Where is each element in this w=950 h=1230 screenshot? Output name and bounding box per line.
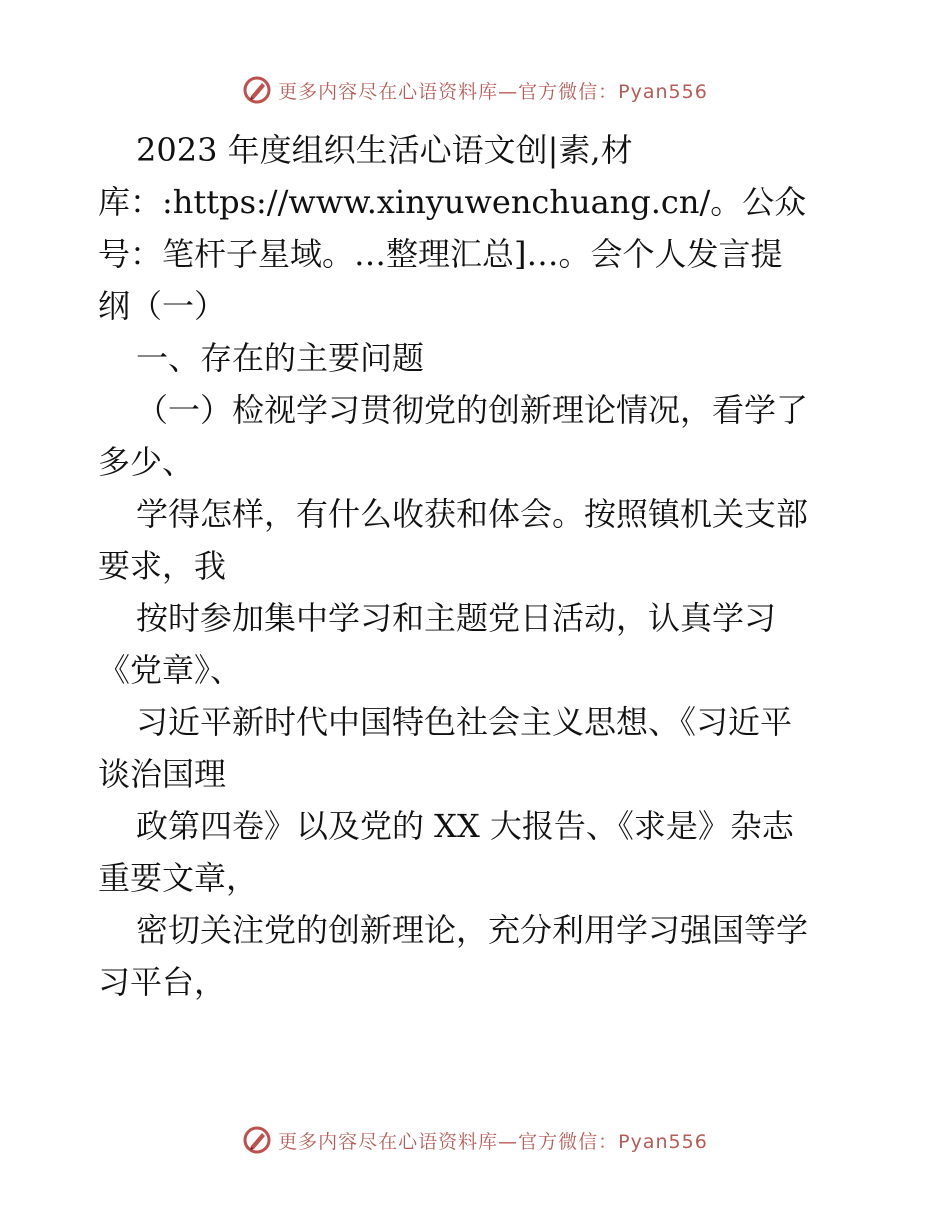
text-line: 要求，我 bbox=[98, 547, 227, 585]
pen-logo-icon bbox=[242, 75, 272, 105]
text-line: 多少、 bbox=[98, 443, 195, 481]
footer-watermark-banner bbox=[0, 1120, 950, 1160]
text-line: 重要文章， bbox=[98, 859, 259, 897]
banner-text: 更多内容尽在心语资料库—官方微信：Pyan556 bbox=[278, 80, 708, 103]
text-line: 按时参加集中学习和主题党日活动，认真学习 bbox=[136, 599, 777, 637]
text-line: 库：:https://www.xinyuwenchuang.cn/。公众 bbox=[98, 183, 807, 221]
header-watermark-banner bbox=[0, 70, 950, 110]
text-line: 习平台， bbox=[98, 963, 227, 1001]
text-line: 纲（一） bbox=[98, 287, 227, 325]
text-line: 密切关注党的创新理论，充分利用学习强国等学 bbox=[136, 911, 809, 949]
document-body bbox=[98, 124, 858, 1008]
text-line: 2023 年度组织生活心语文创|素,材 bbox=[136, 131, 633, 169]
pen-logo-icon bbox=[242, 1125, 272, 1155]
text-line: 谈治国理 bbox=[98, 755, 227, 793]
section-heading: 一、存在的主要问题 bbox=[136, 339, 425, 377]
text-line: 学得怎样，有什么收获和体会。按照镇机关支部 bbox=[136, 495, 809, 533]
text-line: 《党章》、 bbox=[98, 651, 243, 689]
banner-text: 更多内容尽在心语资料库—官方微信：Pyan556 bbox=[278, 1130, 708, 1153]
subsection-heading: （一）检视学习贯彻党的创新理论情况，看学了 bbox=[136, 391, 809, 429]
text-line: 号：笔杆子星域。…整理汇总]…。会个人发言提 bbox=[98, 235, 783, 273]
text-line: 习近平新时代中国特色社会主义思想、《习近平 bbox=[136, 703, 793, 741]
text-line: 政第四卷》以及党的 XX 大报告、《求是》杂志 bbox=[136, 807, 794, 845]
